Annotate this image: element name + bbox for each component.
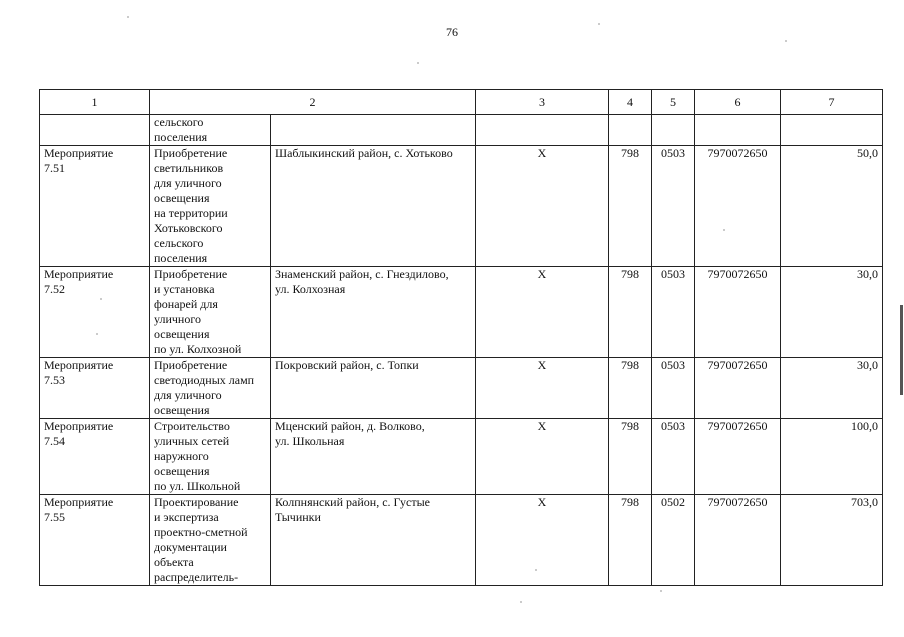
col7-cell: [781, 115, 883, 146]
page-number: 76: [446, 25, 458, 39]
name-cell: Приобретение светодиодных ламп для уличного освещения: [150, 358, 271, 419]
table-row: [40, 146, 883, 267]
col4-cell: 798: [609, 495, 652, 586]
activity-cell: [40, 115, 150, 146]
name-cell: сельского поселения: [150, 115, 271, 146]
scan-speck: [723, 229, 725, 231]
col7-cell: 100,0: [781, 419, 883, 495]
col6-cell: 7970072650: [695, 419, 781, 495]
scan-speck: [127, 16, 129, 18]
location-cell: [271, 115, 476, 146]
location-cell: Знаменский район, с. Гнездилово, ул. Колхозная: [271, 267, 476, 358]
col3-cell: [476, 115, 609, 146]
col7-cell: 703,0: [781, 495, 883, 586]
table-row: [40, 358, 883, 419]
col3-cell: Х: [476, 495, 609, 586]
col5-cell: 0503: [652, 358, 695, 419]
header-col-1: 1: [40, 90, 150, 115]
col5-cell: 0503: [652, 267, 695, 358]
header-col-6: 6: [695, 90, 781, 115]
header-col-7: 7: [781, 90, 883, 115]
col6-cell: 7970072650: [695, 358, 781, 419]
scan-speck: [417, 62, 419, 64]
activity-cell: Мероприятие 7.54: [40, 419, 150, 495]
col4-cell: [609, 115, 652, 146]
col3-cell: Х: [476, 358, 609, 419]
scan-speck: [96, 333, 98, 335]
col7-cell: 50,0: [781, 146, 883, 267]
location-cell: Покровский район, с. Топки: [271, 358, 476, 419]
activity-cell: Мероприятие 7.53: [40, 358, 150, 419]
col5-cell: 0503: [652, 146, 695, 267]
scan-margin-mark: [900, 305, 903, 395]
col6-cell: 7970072650: [695, 267, 781, 358]
header-col-4: 4: [609, 90, 652, 115]
budget-table: [39, 89, 883, 586]
name-cell: Строительство уличных сетей наружного освещения по ул. Школьной: [150, 419, 271, 495]
scan-speck: [785, 40, 787, 42]
table-row: [40, 495, 883, 586]
name-cell: Приобретение и установка фонарей для уличного освещения по ул. Колхозной: [150, 267, 271, 358]
scan-speck: [598, 23, 600, 25]
scan-speck: [520, 601, 522, 603]
scan-speck: [660, 590, 662, 592]
header-col-5: 5: [652, 90, 695, 115]
activity-cell: Мероприятие 7.51: [40, 146, 150, 267]
location-cell: Шаблыкинский район, с. Хотьково: [271, 146, 476, 267]
scan-speck: [100, 298, 102, 300]
col7-cell: 30,0: [781, 267, 883, 358]
col4-cell: 798: [609, 358, 652, 419]
col6-cell: [695, 115, 781, 146]
col5-cell: 0502: [652, 495, 695, 586]
col6-cell: 7970072650: [695, 146, 781, 267]
col3-cell: Х: [476, 146, 609, 267]
name-cell: Проектирование и экспертиза проектно-сметной документации объекта распределитель-: [150, 495, 271, 586]
col7-cell: 30,0: [781, 358, 883, 419]
table-row: [40, 267, 883, 358]
header-row: [40, 90, 883, 115]
table-row-continuation: [40, 115, 883, 146]
col4-cell: 798: [609, 267, 652, 358]
table-row: [40, 419, 883, 495]
activity-cell: Мероприятие 7.52: [40, 267, 150, 358]
col3-cell: Х: [476, 267, 609, 358]
col5-cell: [652, 115, 695, 146]
location-cell: Мценский район, д. Волково, ул. Школьная: [271, 419, 476, 495]
scan-speck: [535, 569, 537, 571]
col3-cell: Х: [476, 419, 609, 495]
col6-cell: 7970072650: [695, 495, 781, 586]
location-cell: Колпнянский район, с. Густые Тычинки: [271, 495, 476, 586]
activity-cell: Мероприятие 7.55: [40, 495, 150, 586]
col4-cell: 798: [609, 146, 652, 267]
col5-cell: 0503: [652, 419, 695, 495]
header-col-2: 2: [150, 90, 476, 115]
header-col-3: 3: [476, 90, 609, 115]
col4-cell: 798: [609, 419, 652, 495]
name-cell: Приобретение светильников для уличного освещения на территории Хотьковского сельского поселения: [150, 146, 271, 267]
